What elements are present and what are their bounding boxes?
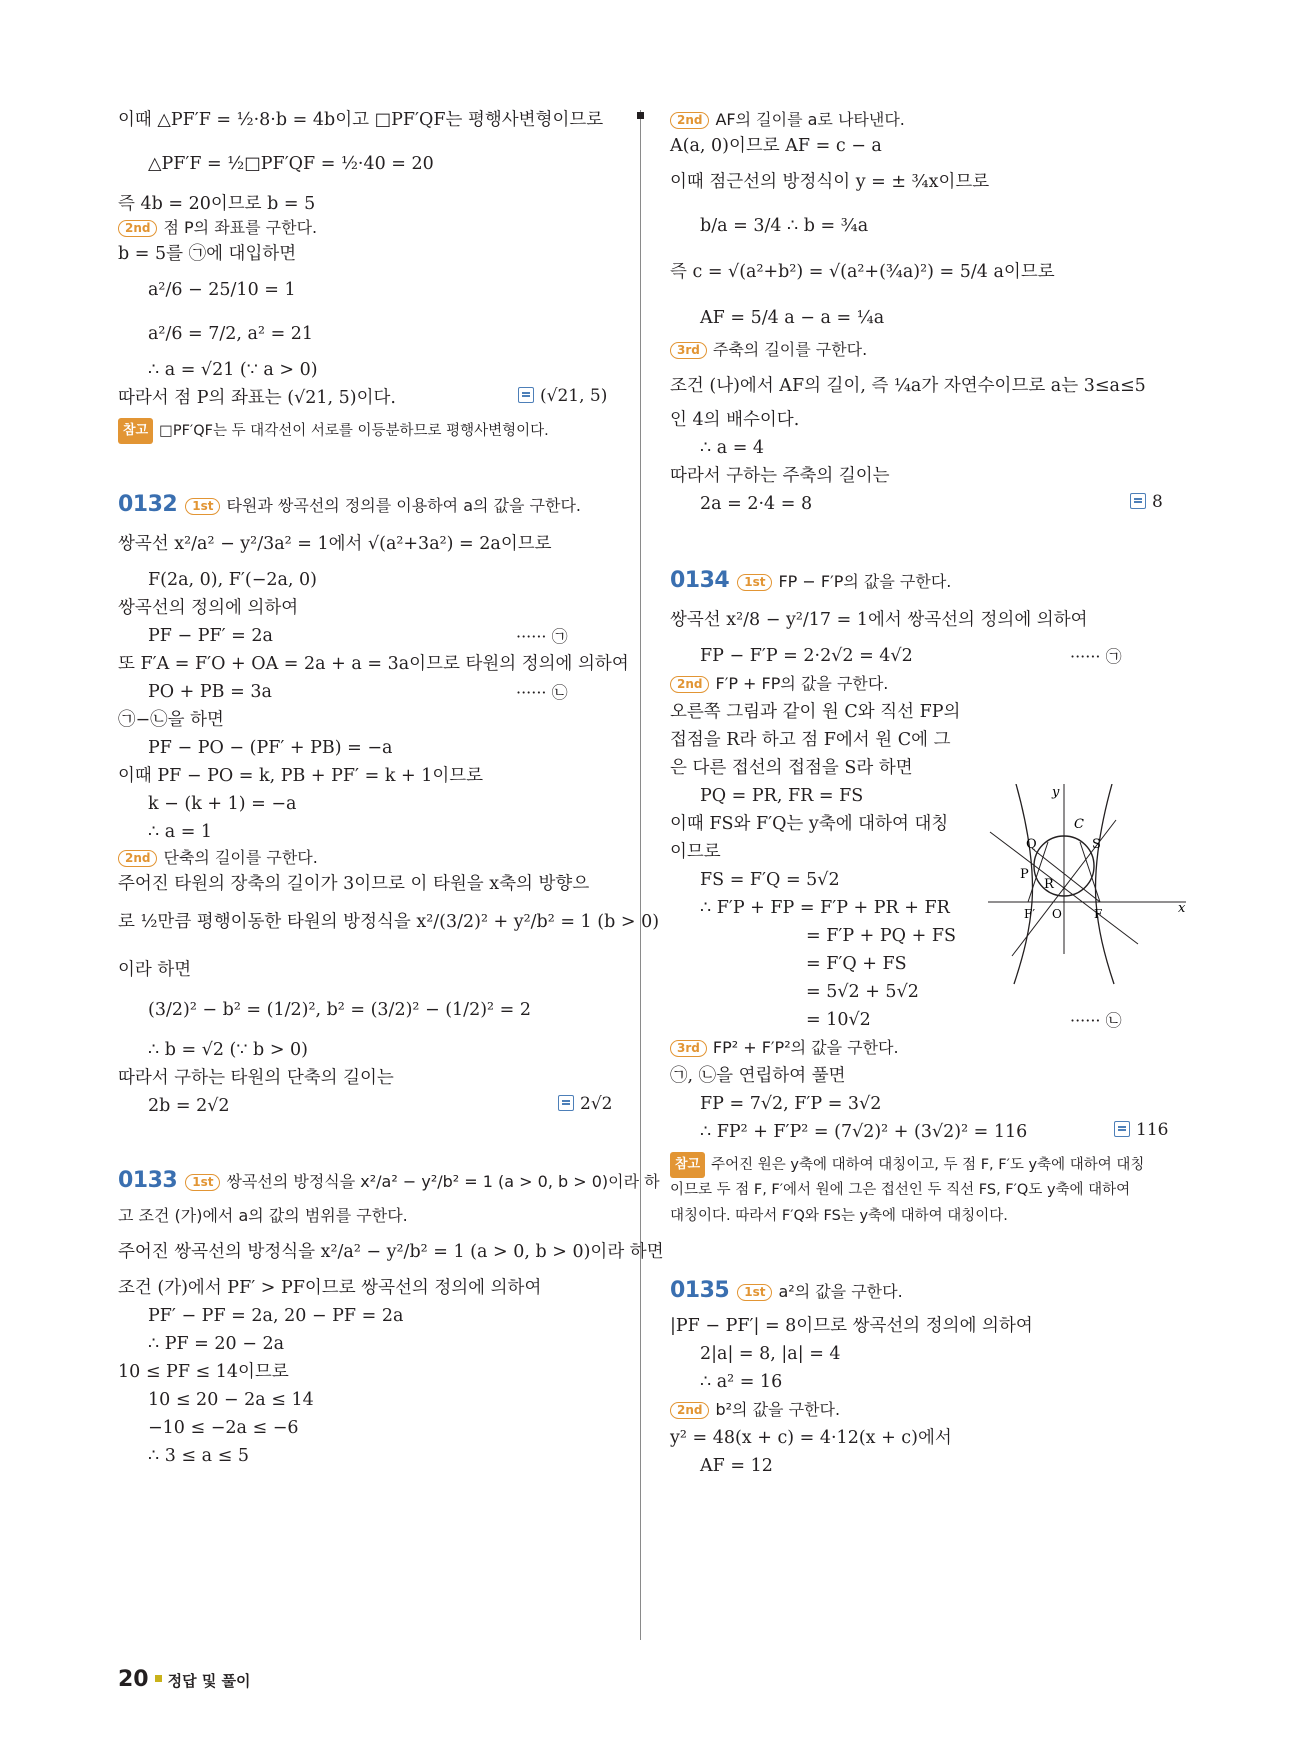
page-footer — [118, 1667, 251, 1692]
step-tag: 2nd — [670, 676, 709, 693]
note-text: 주어진 원은 y축에 대하여 대칭이고, 두 점 F, F′도 y축에 대하여 대칭 — [711, 1157, 1145, 1173]
label-c: C — [1074, 817, 1084, 832]
label-f-prime: F′ — [1024, 907, 1036, 921]
page-number: 20 — [118, 1667, 149, 1692]
step-label: 점 P의 좌표를 구한다. — [163, 218, 318, 237]
text-line: 조건 (가)에서 PF′ > PF이므로 쌍곡선의 정의에 의하여 — [118, 1278, 542, 1298]
text-line: 주어진 쌍곡선의 방정식을 x²/a² − y²/b² = 1 (a > 0, b > 0)이라 하면 — [118, 1242, 664, 1262]
equation-mark: ······ ㉠ — [1070, 647, 1122, 666]
equation-line: ∴ PF = 20 − 2a — [148, 1334, 285, 1354]
equation-line: ∴ a = 1 — [148, 822, 213, 842]
step-line — [118, 216, 317, 240]
text-line: 쌍곡선의 정의에 의하여 — [118, 598, 299, 618]
step-tag: 1st — [185, 498, 220, 515]
equation-line: F(2a, 0), F′(−2a, 0) — [148, 570, 318, 590]
problem-0135-header — [670, 1278, 903, 1303]
step-tag: 2nd — [670, 1402, 709, 1419]
problem-title: 쌍곡선의 방정식을 x²/a² − y²/b² = 1 (a > 0, b > 0)이라 하 — [226, 1172, 660, 1191]
equation-line: −10 ≤ −2a ≤ −6 — [148, 1418, 299, 1438]
text-line: 오른쪽 그림과 같이 원 C와 직선 FP의 — [670, 702, 961, 722]
step-label: FP² + F′P²의 값을 구한다. — [712, 1038, 899, 1057]
equation-mark: ······ ㉠ — [516, 627, 568, 646]
equation-line: PF − PO − (PF′ + PB) = −a — [148, 738, 393, 758]
text-line: 또 F′A = F′O + OA = 2a + a = 3a이므로 타원의 정의에 의하여 — [118, 654, 629, 674]
equation-line: b/a = 3/4 ∴ b = ¾a — [700, 216, 869, 236]
answer-value: 2√2 — [580, 1094, 613, 1114]
text-line: 주어진 타원의 장축의 길이가 3이므로 이 타원을 x축의 방향으 — [118, 874, 590, 894]
equation-line: △PF′F = ½□PF′QF = ½·40 = 20 — [148, 154, 434, 174]
equation-line: AF = 12 — [700, 1456, 773, 1476]
answer-icon — [518, 387, 534, 403]
answer-value: 116 — [1136, 1120, 1169, 1140]
text-line: 즉 c = √(a²+b²) = √(a²+(¾a)²) = 5/4 a이므로 — [670, 262, 1055, 282]
text-line: 쌍곡선 x²/a² − y²/3a² = 1에서 √(a²+3a²) = 2a이므로 — [118, 534, 552, 554]
problem-number: 0133 — [118, 1168, 178, 1193]
label-p: P — [1020, 867, 1029, 882]
step-tag: 2nd — [118, 850, 157, 867]
text-line: 조건 (나)에서 AF의 길이, 즉 ¼a가 자연수이므로 a는 3≤a≤5 — [670, 376, 1146, 396]
text-line: 이때 FS와 F′Q는 y축에 대하여 대칭 — [670, 814, 949, 834]
note-line — [670, 1152, 1144, 1178]
equation-line: a²/6 − 25/10 = 1 — [148, 280, 296, 300]
step-tag: 1st — [737, 574, 772, 591]
note-line: 대칭이다. 따라서 F′Q와 FS는 y축에 대하여 대칭이다. — [670, 1208, 1008, 1224]
answer-value: 8 — [1152, 492, 1163, 512]
text-line: 이므로 — [670, 842, 721, 862]
problem-0134-header — [670, 568, 951, 593]
note-tag: 참고 — [670, 1152, 705, 1178]
footer-square-icon — [155, 1675, 162, 1682]
text-line: y² = 48(x + c) = 4·12(x + c)에서 — [670, 1428, 952, 1448]
text-line: 따라서 구하는 주축의 길이는 — [670, 466, 890, 486]
equation-line: FP = 7√2, F′P = 3√2 — [700, 1094, 882, 1114]
text-line: 이때 PF − PO = k, PB + PF′ = k + 1이므로 — [118, 766, 484, 786]
equation-line: ∴ 3 ≤ a ≤ 5 — [148, 1446, 249, 1466]
text-line: 따라서 점 P의 좌표는 (√21, 5)이다. — [118, 388, 396, 408]
equation-mark: ······ ㉡ — [1070, 1011, 1122, 1030]
text-line: ㉠−㉡을 하면 — [118, 710, 224, 730]
line-fp — [1034, 850, 1100, 902]
problem-title: 타원과 쌍곡선의 정의를 이용하여 a의 값을 구한다. — [226, 496, 581, 515]
label-s: S — [1092, 837, 1101, 852]
label-o: O — [1052, 907, 1062, 921]
equation-line: 2|a| = 8, |a| = 4 — [700, 1344, 841, 1364]
step-label: 단축의 길이를 구한다. — [163, 848, 318, 867]
equation-line: 2a = 2·4 = 8 — [700, 494, 813, 514]
label-x: x — [1178, 901, 1186, 916]
text-line: 즉 4b = 20이므로 b = 5 — [118, 194, 316, 214]
label-r: R — [1044, 877, 1054, 892]
answer-icon — [558, 1095, 574, 1111]
equation-line: ∴ b = √2 (∵ b > 0) — [148, 1040, 309, 1060]
footer-title: 정답 및 풀이 — [167, 1672, 251, 1690]
step-label: 주축의 길이를 구한다. — [712, 340, 868, 359]
note-tag: 참고 — [118, 418, 153, 444]
step-label: F′P + FP의 값을 구한다. — [715, 674, 889, 693]
equation-line: PF′ − PF = 2a, 20 − PF = 2a — [148, 1306, 404, 1326]
text-line: 10 ≤ PF ≤ 14이므로 — [118, 1362, 289, 1382]
equation-line: ∴ FP² + F′P² = (7√2)² + (3√2)² = 116 — [700, 1122, 1028, 1142]
text-line: A(a, 0)이므로 AF = c − a — [670, 136, 882, 156]
equation-line: ∴ F′P + FP = F′P + PR + FR — [700, 898, 950, 918]
equation-line: FP − F′P = 2·2√2 = 4√2 — [700, 646, 913, 666]
text-line: 이때 △PF′F = ½·8·b = 4b이고 □PF′QF는 평행사변형이므로 — [118, 110, 604, 130]
equation-line: PF − PF′ = 2a — [148, 626, 273, 646]
note-line: 이므로 두 점 F, F′에서 원에 그은 접선인 두 직선 FS, F′Q도 y축에 대하여 — [670, 1182, 1131, 1198]
hyperbola-right-branch — [1096, 784, 1114, 984]
step-tag: 1st — [737, 1284, 772, 1301]
answer — [1130, 492, 1163, 512]
hyperbola-left-branch — [1014, 784, 1032, 984]
step-tag: 2nd — [670, 112, 709, 129]
step-tag: 1st — [185, 1174, 220, 1191]
answer — [558, 1094, 612, 1114]
label-q: Q — [1026, 837, 1037, 852]
equation-line: ∴ a² = 16 — [700, 1372, 783, 1392]
step-tag: 3rd — [670, 342, 707, 359]
step-line — [118, 846, 318, 870]
text-line: 쌍곡선 x²/8 − y²/17 = 1에서 쌍곡선의 정의에 의하여 — [670, 610, 1088, 630]
problem-title: FP − F′P의 값을 구한다. — [778, 572, 952, 591]
equation-line: 10 ≤ 20 − 2a ≤ 14 — [148, 1390, 314, 1410]
problem-0133-header — [118, 1168, 660, 1193]
divider-marker — [637, 112, 644, 119]
step-line — [670, 108, 905, 132]
equation-mark: ······ ㉡ — [516, 683, 568, 702]
equation-line: = 10√2 — [806, 1010, 871, 1030]
column-divider — [640, 110, 641, 1640]
equation-line: 2b = 2√2 — [148, 1096, 230, 1116]
equation-line: = 5√2 + 5√2 — [806, 982, 919, 1002]
equation-line: k − (k + 1) = −a — [148, 794, 297, 814]
text-line: |PF − PF′| = 8이므로 쌍곡선의 정의에 의하여 — [670, 1316, 1033, 1336]
step-line — [670, 1036, 899, 1060]
answer-value: (√21, 5) — [540, 386, 608, 406]
step-tag: 3rd — [670, 1040, 707, 1057]
text-line: 따라서 구하는 타원의 단축의 길이는 — [118, 1068, 394, 1088]
text-line: 접점을 R라 하고 점 F에서 원 C에 그 — [670, 730, 951, 750]
note-text: □PF′QF는 두 대각선이 서로를 이등분하므로 평행사변형이다. — [159, 423, 549, 439]
equation-line: (3/2)² − b² = (1/2)², b² = (3/2)² − (1/2)² = 2 — [148, 1000, 531, 1020]
answer-icon — [1114, 1121, 1130, 1137]
equation-line: ∴ a = √21 (∵ a > 0) — [148, 360, 318, 380]
equation-line: FS = F′Q = 5√2 — [700, 870, 840, 890]
note-line — [118, 418, 549, 444]
answer — [518, 386, 607, 406]
equation-line: = F′Q + FS — [806, 954, 907, 974]
label-y: y — [1052, 785, 1060, 800]
text-line: 이때 점근선의 방정식이 y = ± ¾x이므로 — [670, 172, 990, 192]
answer-icon — [1130, 493, 1146, 509]
step-line — [670, 1398, 840, 1422]
equation-line: ∴ a = 4 — [700, 438, 765, 458]
step-tag: 2nd — [118, 220, 157, 237]
text-line: ㉠, ㉡을 연립하여 풀면 — [670, 1066, 846, 1086]
text-line: 인 4의 배수이다. — [670, 410, 800, 430]
equation-line: = F′P + PQ + FS — [806, 926, 956, 946]
step-line — [670, 672, 888, 696]
step-label: b²의 값을 구한다. — [715, 1400, 841, 1419]
text-line: 이라 하면 — [118, 960, 192, 980]
problem-number: 0132 — [118, 492, 178, 517]
problem-0132-header — [118, 492, 581, 517]
equation-line: AF = 5/4 a − a = ¼a — [700, 308, 885, 328]
problem-title-cont: 고 조건 (가)에서 a의 값의 범위를 구한다. — [118, 1206, 408, 1225]
hyperbola-circle-figure — [988, 784, 1188, 999]
text-line: 은 다른 접선의 접점을 S라 하면 — [670, 758, 913, 778]
problem-number: 0135 — [670, 1278, 730, 1303]
text-line: 로 ½만큼 평행이동한 타원의 방정식을 x²/(3/2)² + y²/b² = 1 (b > 0) — [118, 912, 660, 932]
problem-title: a²의 값을 구한다. — [778, 1282, 903, 1301]
answer — [1114, 1120, 1168, 1140]
step-line — [670, 338, 867, 362]
label-f: F — [1094, 907, 1103, 921]
step-label: AF의 길이를 a로 나타낸다. — [715, 110, 905, 129]
equation-line: a²/6 = 7/2, a² = 21 — [148, 324, 314, 344]
equation-line: PO + PB = 3a — [148, 682, 272, 702]
text-line: b = 5를 ㉠에 대입하면 — [118, 244, 297, 264]
equation-line: PQ = PR, FR = FS — [700, 786, 864, 806]
problem-number: 0134 — [670, 568, 730, 593]
